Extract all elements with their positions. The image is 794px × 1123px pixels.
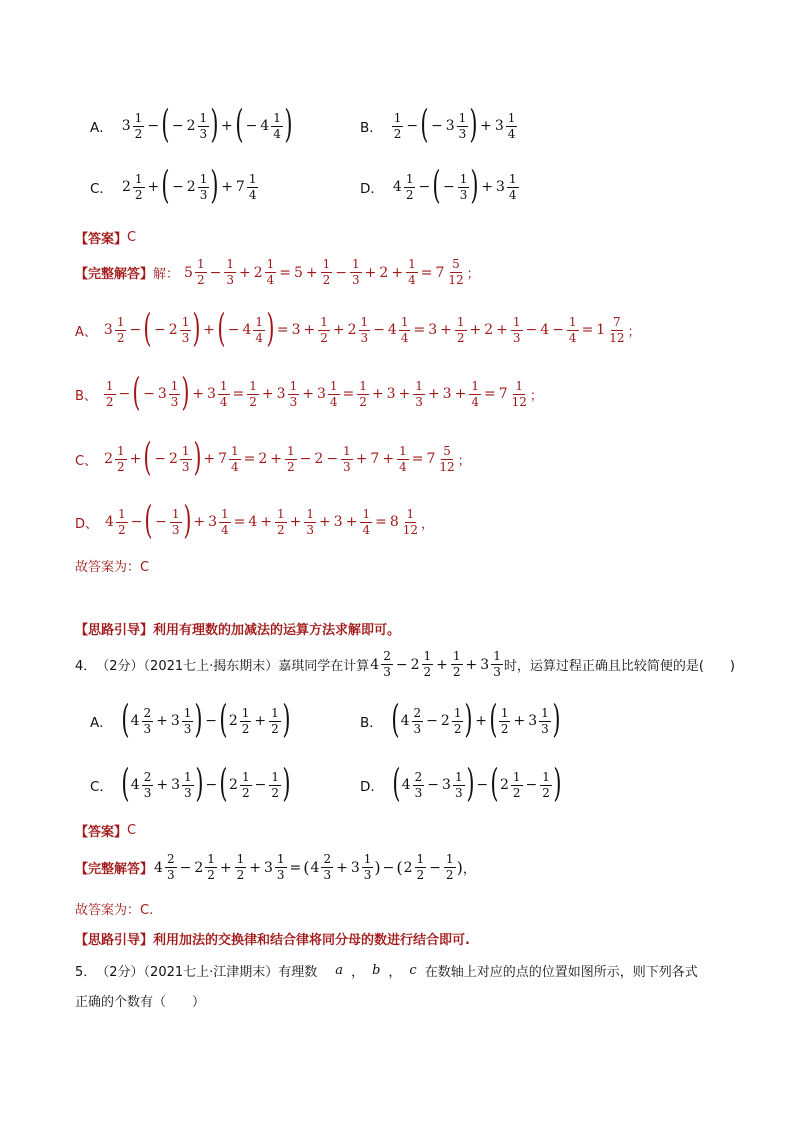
question-stem-pre: 有理数 [278, 965, 318, 980]
q3-solution-a [75, 306, 641, 350]
answer-tag: 【答案】 [75, 825, 128, 840]
q4-solution [75, 853, 476, 882]
solution-label: D、 [75, 516, 99, 532]
q3-solution-d [75, 498, 435, 542]
question-expression: 4 2 3 − 2 1 2 + $\frac{1}{2}$ + 3 1 3 [370, 649, 501, 679]
separator: ； [457, 453, 471, 469]
option-expression: ( 4 2 3 − 3 1 3 ) − ( 2 1 2 − $\frac{1}{2}$ ) [392, 761, 562, 805]
q4-answer [75, 821, 136, 840]
option-label: B． [360, 715, 383, 731]
option-label: A． [90, 715, 113, 731]
question-stem-pre: 嘉琪同学在计算 [278, 659, 370, 674]
solution-label: B、 [75, 388, 97, 404]
option-label: A． [90, 120, 113, 136]
option-label: C． [90, 779, 113, 795]
solution-expression: 2 1 2 + ( − 2 1 3 ) + 7 $\frac{1}{4}$ = 2 + $\frac{1}{2}$ − 2 − $\frac{1}{3}$ + 7 + $\frac{1}{4}$ = 7 5 12 [104, 435, 455, 479]
answer-value: C [127, 230, 137, 245]
question-meta: （2分）（2021七上·江津期末） [96, 965, 279, 980]
q3-conclusion: 故答案为：C [75, 560, 150, 575]
separator: ， [351, 965, 365, 980]
separator: ， [421, 516, 435, 532]
option-label: D． [360, 181, 384, 197]
solution-expression: 4 2 3 − 2 1 2 + $\frac{1}{2}$ + 3 $\frac{1}{3}$ = ( 4 2 3 + 3 1 3 ) − ( 2 1 2 − $\frac{1}{2}$ ) [154, 852, 463, 882]
q3-hint [75, 619, 400, 638]
q3-solution-b [75, 370, 543, 414]
question-stem-post: 在数轴上对应的点的位置如图所示，则下列各式 [424, 965, 698, 980]
q4-option-d [360, 761, 562, 805]
q3-answer [75, 228, 136, 247]
option-expression: ( 4 2 3 − 2 1 2 ) + ( 1 2 + 3 1 3 ) [391, 697, 561, 741]
separator: ； [529, 388, 543, 404]
q3-option-d [360, 163, 520, 207]
hint-text: 利用加法的交换律和结合律将同分母的数进行结合即可. [153, 933, 470, 948]
solution-label: A、 [75, 324, 97, 340]
solution-expression: 5 1 2 − $\frac{1}{3}$ + 2 $\frac{1}{4}$ = 5 + $\frac{1}{2}$ − $\frac{1}{3}$ + 2 + $\frac{1}{4}$ = 7 5 12 [184, 257, 464, 287]
q3-option-a [90, 102, 293, 146]
solution-expression: 4 1 2 − ( − $\frac{1}{3}$ ) + 3 $\frac{1}{4}$ = 4 + $\frac{1}{2}$ + $\frac{1}{3}$ + 3 + $\frac{1}{4}$ = 8 1 12 [105, 498, 419, 542]
q5-stem-line2: 正确的个数有（ ） [75, 995, 206, 1010]
answer-value: C [127, 823, 137, 838]
q4-option-a [90, 697, 291, 741]
separator: ； [627, 324, 641, 340]
solution-tag: 【完整解答】 [75, 862, 154, 877]
option-expression: 4 1 2 − ( − $\frac{1}{3}$ ) + 3 1 4 [392, 163, 517, 207]
q3-option-c [90, 163, 259, 207]
solution-expression: 3 1 2 − ( − 2 1 3 ) + ( − 4 1 4 ) = 3 + $\frac{1}{2}$ + 2 1 3 − 4 $\frac{1}{4}$ = 3 + $\frac{1}{2}$ + 2 + $\frac{1}{3}$ − 4 − $\frac{1}{4}$ = 1 7 12 [103, 306, 625, 350]
variable-b: b [372, 963, 381, 978]
hint-tag: 【思路引导】 [75, 933, 154, 948]
option-expression: ( 4 2 3 + 3 1 3 ) − ( 2 1 2 + $\frac{1}{2}$ ) [121, 697, 291, 741]
question-number: 4． [75, 659, 97, 674]
question-meta: （2分）（2021七上·揭东期末） [96, 659, 279, 674]
q4-conclusion: 故答案为：C. [75, 903, 154, 918]
separator: ； [466, 267, 480, 282]
q4-option-c [90, 761, 291, 805]
variable-c: c [409, 963, 417, 978]
solution-expression: 1 2 − ( − 3 1 3 ) + 3 $\frac{1}{4}$ = $\frac{1}{2}$ + 3 1 3 + 3 $\frac{1}{4}$ = $\frac{1}{2}$ + 3 + $\frac{1}{3}$ + 3 + $\frac{1}{4}$ = 7 1 12 [105, 370, 527, 414]
option-expression: 1 2 − ( − 3 1 3 ) + 3 1 4 [393, 102, 516, 146]
hint-text: 利用有理数的加减法的运算方法求解即可。 [153, 623, 401, 638]
question-number: 5． [75, 965, 97, 980]
option-label: C． [90, 181, 113, 197]
option-expression: 3 1 2 − ( − 2 1 3 ) + ( − 4 1 4 ) [121, 102, 293, 146]
question-stem-post: 时，运算过程正确且比较简便的是( ) [503, 659, 735, 674]
q5-stem [75, 961, 698, 980]
hint-tag: 【思路引导】 [75, 623, 154, 638]
answer-tag: 【答案】 [75, 232, 128, 247]
q3-solution-c [75, 435, 471, 479]
q4-stem [75, 650, 735, 679]
separator: ， [462, 862, 476, 877]
option-label: D． [360, 779, 384, 795]
q4-hint [75, 929, 470, 948]
option-expression: ( 4 2 3 + 3 1 3 ) − ( 2 1 2 − $\frac{1}{2}$ ) [121, 761, 291, 805]
q3-option-b [360, 102, 518, 146]
separator: ， [388, 965, 402, 980]
option-expression: 2 1 2 + ( − 2 1 3 ) + 7 1 4 [121, 163, 257, 207]
q3-solution [75, 258, 480, 287]
option-label: B． [360, 120, 383, 136]
variable-a: a [335, 963, 344, 978]
solution-label: C、 [75, 453, 98, 469]
solution-tag: 【完整解答】 [75, 267, 154, 282]
solution-intro: 解： [153, 267, 180, 282]
q4-option-b [360, 697, 561, 741]
